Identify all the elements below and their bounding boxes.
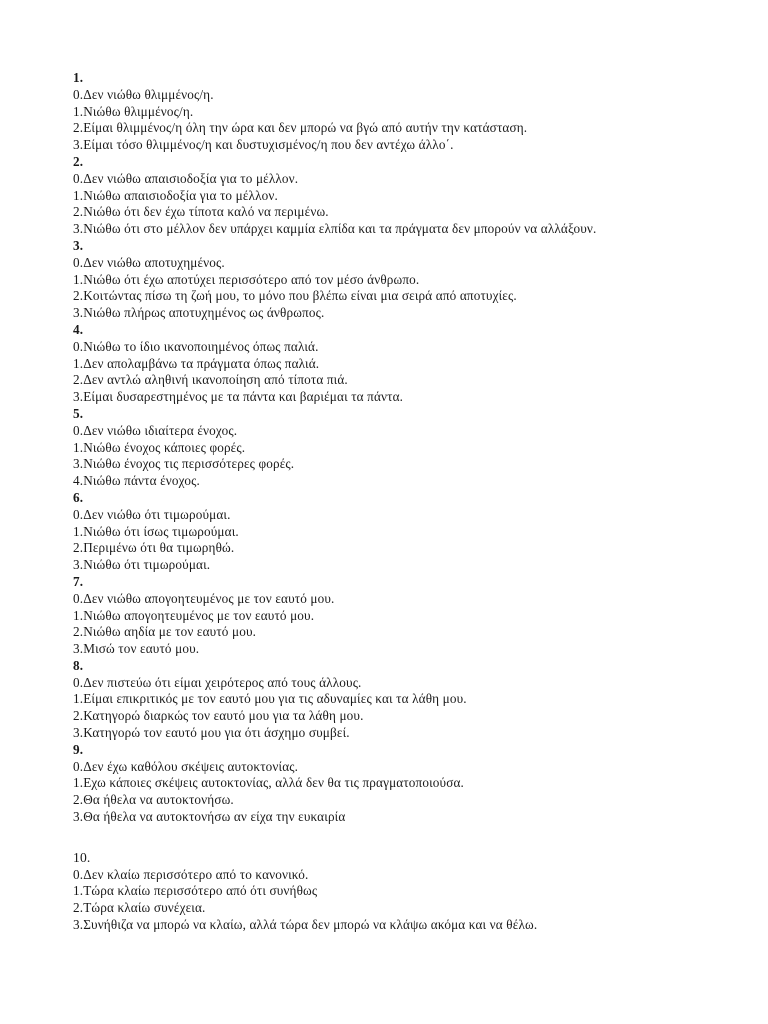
option-line: 4.Νιώθω πάντα ένοχος. xyxy=(73,473,200,489)
question-1 xyxy=(73,70,733,154)
question-number: 5. xyxy=(73,405,84,421)
option-line: 0.Δεν νιώθω απαισιοδοξία για το μέλλον. xyxy=(73,170,299,186)
option-line: 0.Δεν νιώθω ότι τιμωρούμαι. xyxy=(73,506,231,522)
question-number: 6. xyxy=(73,489,84,505)
question-number: 8. xyxy=(73,657,84,673)
option-line: 0.Νιώθω το ίδιο ικανοποιημένος όπως παλιά. xyxy=(73,338,319,354)
question-number: 4. xyxy=(73,321,84,337)
option-line: 2.Τώρα κλαίω συνέχεια. xyxy=(73,900,206,916)
option-line: 2.Κοιτώντας πίσω τη ζωή μου, το μόνο που βλέπω είναι μια σειρά από αποτυχίες. xyxy=(73,288,517,304)
question-number: 1. xyxy=(73,70,84,85)
question-5 xyxy=(73,406,733,490)
option-line: 3.Νιώθω ένοχος τις περισσότερες φορές. xyxy=(73,456,295,472)
question-8 xyxy=(73,658,733,742)
option-line: 2.Θα ήθελα να αυτοκτονήσω. xyxy=(73,792,234,808)
option-line: 2.Περιμένω ότι θα τιμωρηθώ. xyxy=(73,540,235,556)
option-line: 0.Δεν κλαίω περισσότερο από το κανονικό. xyxy=(73,866,309,882)
option-line: 0.Δεν νιώθω απογοητευμένος με τον εαυτό μου. xyxy=(73,590,335,606)
option-line: 2.Δεν αντλώ αληθινή ικανοποίηση από τίποτα πιά. xyxy=(73,372,348,388)
question-9 xyxy=(73,742,733,826)
option-line: 0.Δεν νιώθω ιδιαίτερα ένοχος. xyxy=(73,422,238,438)
option-line: 3.Θα ήθελα να αυτοκτονήσω αν είχα την ευκαιρία xyxy=(73,809,346,825)
option-line: 3.Νιώθω ότι στο μέλλον δεν υπάρχει καμμία ελπίδα και τα πράγματα δεν μπορούν να αλλάξουν. xyxy=(73,221,597,237)
section-spacer xyxy=(73,826,733,850)
option-line: 1.Εχω κάποιες σκέψεις αυτοκτονίας, αλλά δεν θα τις πραγματοποιούσα. xyxy=(73,775,464,791)
option-line: 0.Δεν νιώθω θλιμμένος/η. xyxy=(73,86,214,102)
question-number: 7. xyxy=(73,573,84,589)
option-line: 1.Νιώθω ότι έχω αποτύχει περισσότερο από τον μέσο άνθρωπο. xyxy=(73,271,420,287)
option-line: 0.Δεν πιστεύω ότι είμαι χειρότερος από τους άλλους. xyxy=(73,674,362,690)
option-line: 1.Τώρα κλαίω περισσότερο από ότι συνήθως xyxy=(73,883,318,899)
question-number: 3. xyxy=(73,237,84,253)
option-line: 1.Νιώθω ένοχος κάποιες φορές. xyxy=(73,439,246,455)
option-line: 2.Νιώθω αηδία με τον εαυτό μου. xyxy=(73,624,257,640)
question-number: 9. xyxy=(73,741,84,757)
option-line: 0.Δεν νιώθω αποτυχημένος. xyxy=(73,254,225,270)
option-line: 1.Νιώθω θλιμμένος/η. xyxy=(73,103,194,119)
option-line: 3.Είμαι τόσο θλιμμένος/η και δυστυχισμένος/η που δεν αντέχω άλλο΄. xyxy=(73,137,454,153)
option-line: 2.Κατηγορώ διαρκώς τον εαυτό μου για τα λάθη μου. xyxy=(73,708,364,724)
question-4 xyxy=(73,322,733,406)
option-line: 2.Νιώθω ότι δεν έχω τίποτα καλό να περιμένω. xyxy=(73,204,329,220)
option-line: 1.Δεν απολαμβάνω τα πράγματα όπως παλιά. xyxy=(73,355,320,371)
question-3 xyxy=(73,238,733,322)
option-line: 3.Νιώθω πλήρως αποτυχημένος ως άνθρωπος. xyxy=(73,305,325,321)
question-7 xyxy=(73,574,733,658)
option-line: 1.Είμαι επικριτικός με τον εαυτό μου για τις αδυναμίες και τα λάθη μου. xyxy=(73,691,467,707)
option-line: 0.Δεν έχω καθόλου σκέψεις αυτοκτονίας. xyxy=(73,758,299,774)
document-page xyxy=(73,70,733,934)
question-6 xyxy=(73,490,733,574)
option-line: 2.Είμαι θλιμμένος/η όλη την ώρα και δεν μπορώ να βγώ από αυτήν την κατάσταση. xyxy=(73,120,528,136)
question-2 xyxy=(73,154,733,238)
option-line: 3.Συνήθιζα να μπορώ να κλαίω, αλλά τώρα δεν μπορώ να κλάψω ακόμα και να θέλω. xyxy=(73,917,538,933)
option-line: 1.Νιώθω απαισιοδοξία για το μέλλον. xyxy=(73,187,278,203)
question-number: 2. xyxy=(73,153,84,169)
option-line: 1.Νιώθω ότι ίσως τιμωρούμαι. xyxy=(73,523,239,539)
question-10 xyxy=(73,850,733,934)
option-line: 3.Κατηγορώ τον εαυτό μου για ότι άσχημο συμβεί. xyxy=(73,725,350,741)
question-number: 10. xyxy=(73,849,91,865)
option-line: 1.Νιώθω απογοητευμένος με τον εαυτό μου. xyxy=(73,607,315,623)
option-line: 3.Νιώθω ότι τιμωρούμαι. xyxy=(73,557,211,573)
option-line: 3.Είμαι δυσαρεστημένος με τα πάντα και βαριέμαι τα πάντα. xyxy=(73,389,404,405)
option-line: 3.Μισώ τον εαυτό μου. xyxy=(73,641,200,657)
